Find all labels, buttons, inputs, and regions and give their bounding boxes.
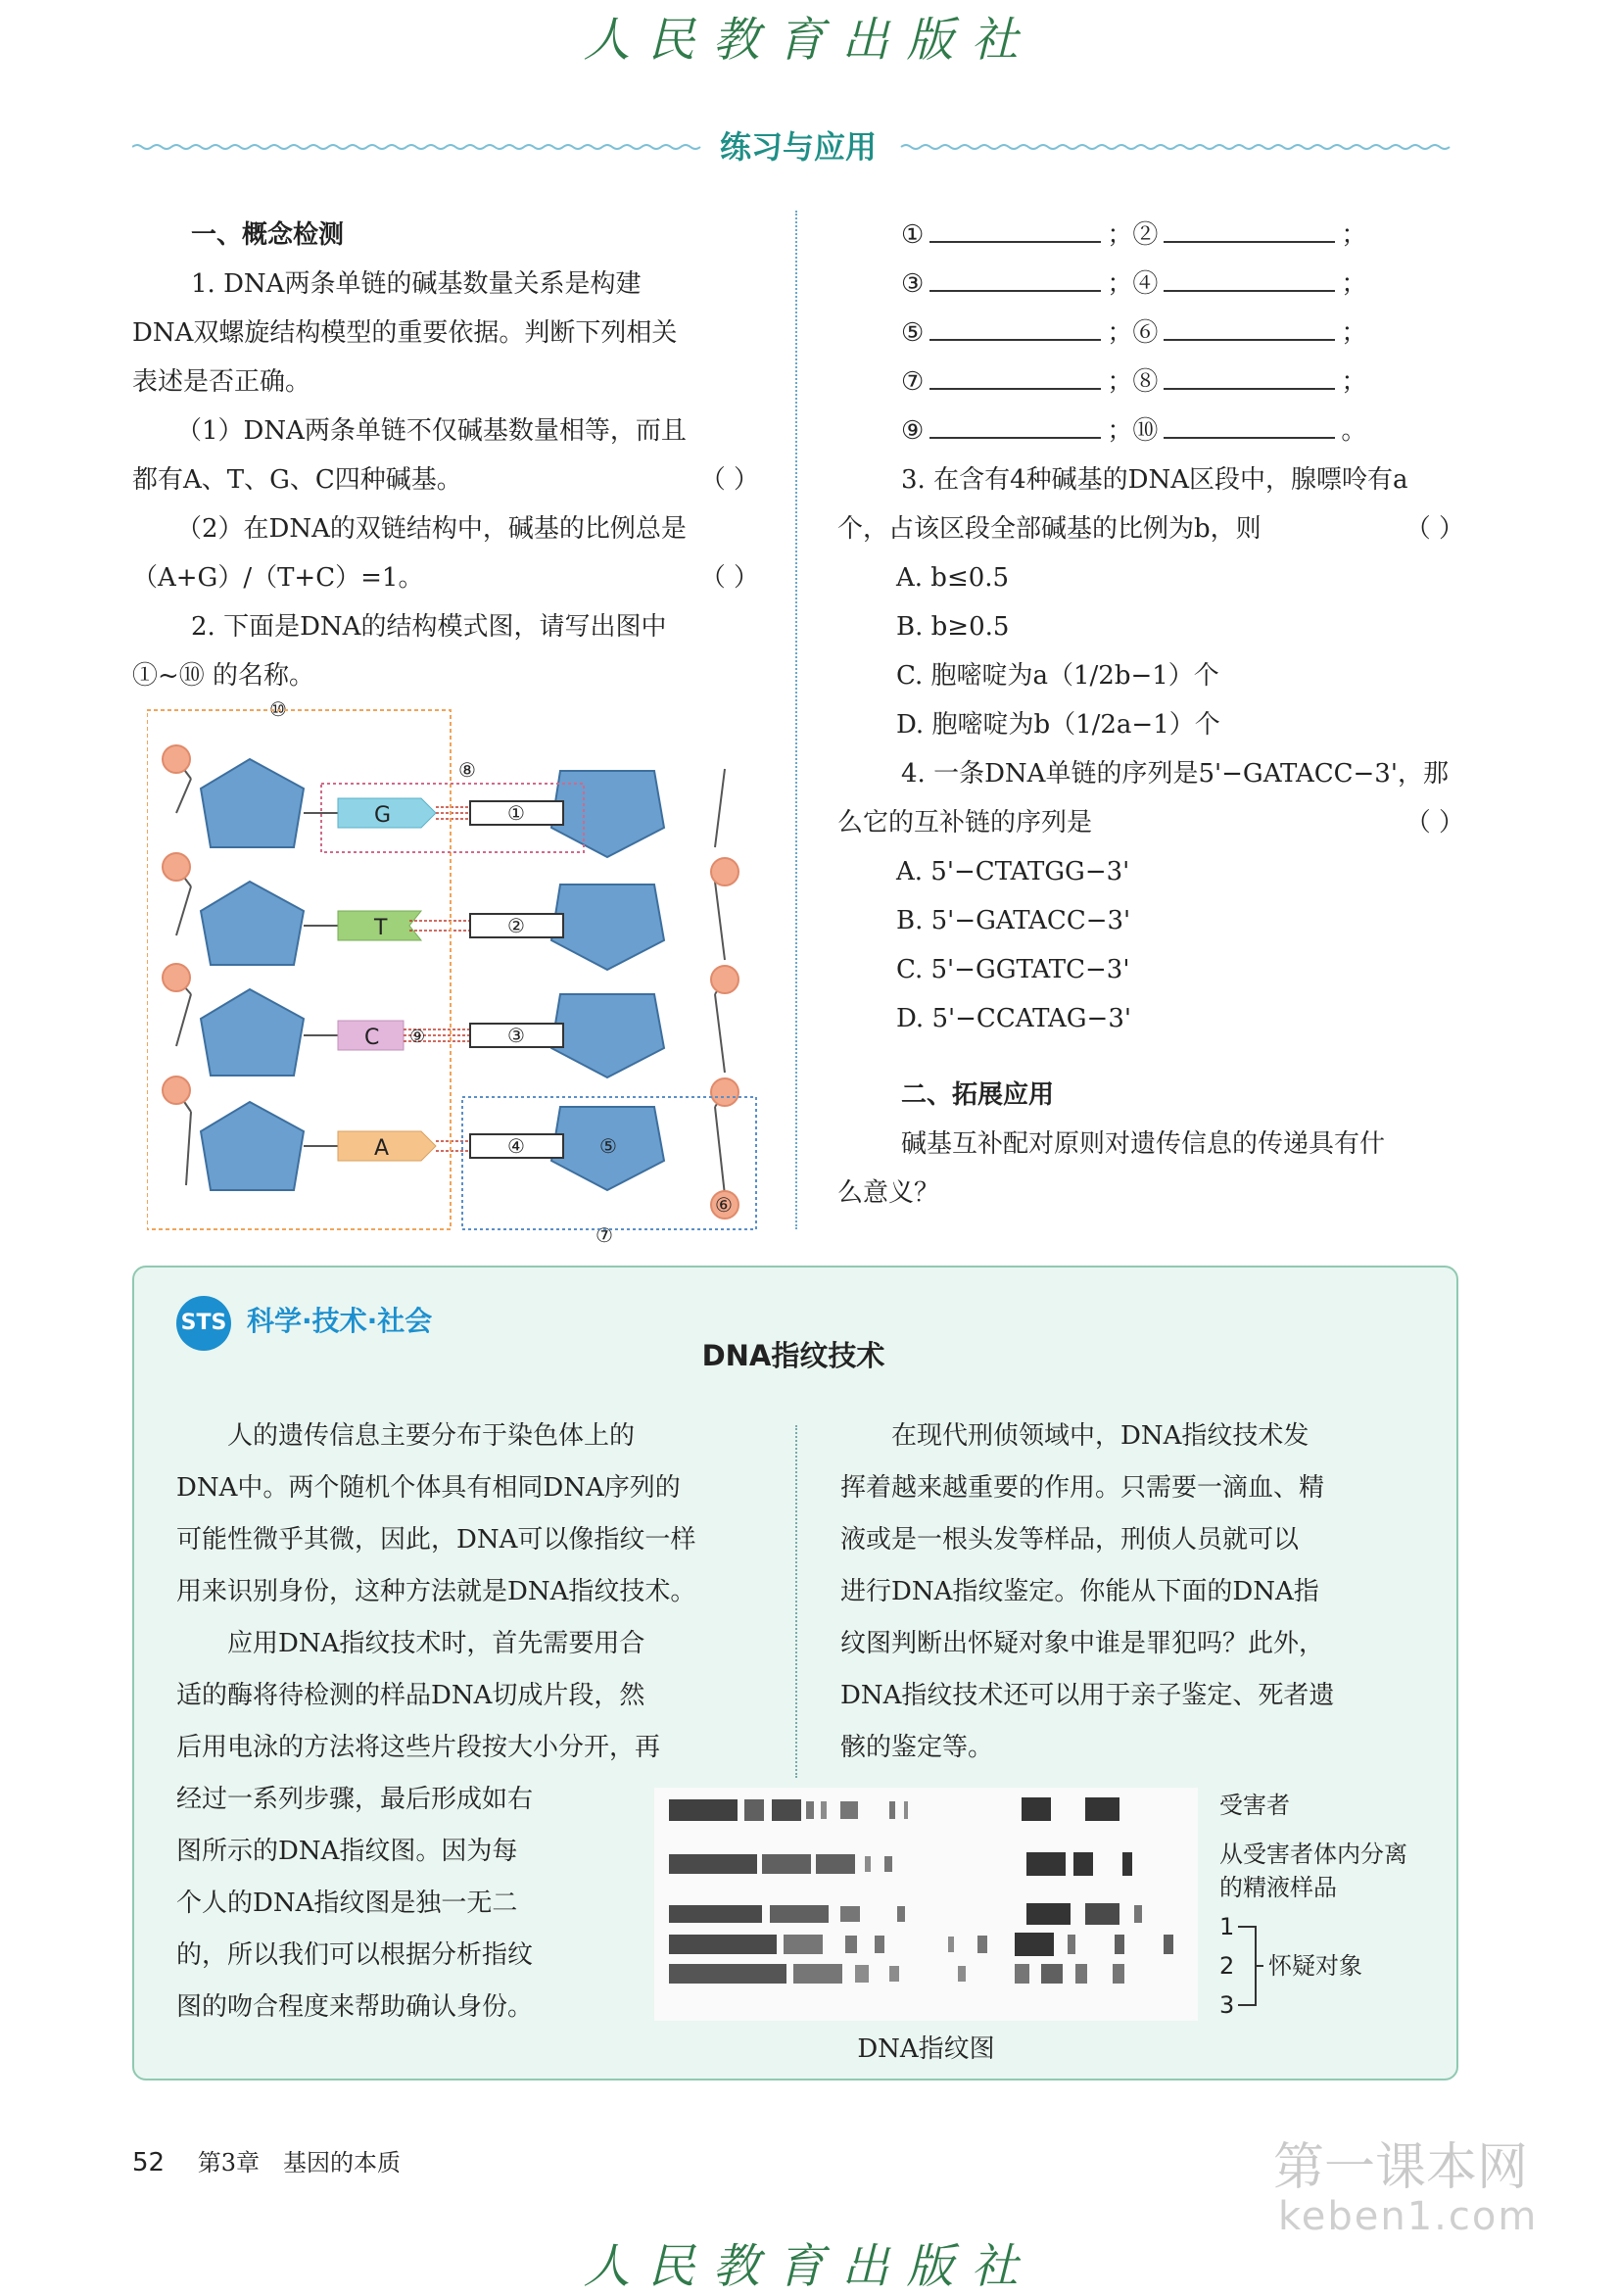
sts-label: 科学·技术·社会 xyxy=(247,1305,433,1337)
answer-paren[interactable]: （ ） xyxy=(1405,514,1464,544)
q2-line: 2. 下面是DNA的结构模式图，请写出图中 xyxy=(191,612,667,642)
sts-paragraph-line: 挥着越来越重要的作用。只需要一滴血、精 xyxy=(840,1473,1325,1503)
label-1: ① xyxy=(507,801,525,825)
blank-row xyxy=(837,309,1464,358)
blank-num: ③ xyxy=(901,269,925,299)
sts-paragraph-line: 可能性微乎其微，因此，DNA可以像指纹一样 xyxy=(176,1525,696,1555)
sts-paragraph-line: 适的酶将待检测的样品DNA切成片段，然 xyxy=(176,1681,645,1710)
page-number: 52 xyxy=(132,2148,166,2177)
sts-paragraph-line: 图的吻合程度来帮助确认身份。 xyxy=(176,1992,534,2022)
deoxyribose-left xyxy=(201,759,304,1190)
publisher-footer: 人民教育出版社 xyxy=(583,2239,1036,2294)
blank-row xyxy=(837,407,1464,455)
complement-boxes xyxy=(470,801,563,1158)
blank-line[interactable] xyxy=(929,359,1101,390)
label-2: ② xyxy=(507,914,525,937)
q3-option-c[interactable]: C. 胞嘧啶为a（1/2b−1）个 xyxy=(896,661,1219,691)
blank-line[interactable] xyxy=(929,407,1101,439)
blank-sep: ； xyxy=(1341,269,1367,299)
sts-paragraph-line: 用来识别身份，这种方法就是DNA指纹技术。 xyxy=(176,1577,696,1606)
q4-option-c[interactable]: C. 5'−GGTATC−3' xyxy=(896,955,1130,984)
sts-paragraph-line: 图所示的DNA指纹图。因为每 xyxy=(176,1837,518,1866)
part1-heading: 一、概念检测 xyxy=(191,220,345,250)
column-divider xyxy=(795,211,797,1229)
q3-line: 3. 在含有4种碱基的DNA区段中，腺嘌呤有a xyxy=(901,465,1408,495)
right-column xyxy=(837,211,1464,1218)
blank-sep: 。 xyxy=(1341,416,1367,446)
blank-num: ② xyxy=(1132,220,1159,250)
q1-s2-row xyxy=(132,553,759,602)
sts-paragraph-line: 的，所以我们可以根据分析指纹 xyxy=(176,1940,534,1970)
q1-line: 1. DNA两条单链的碱基数量关系是构建 xyxy=(191,269,642,299)
sts-left-text-cont xyxy=(176,1774,607,2033)
hydrogen-bonds xyxy=(404,807,470,1151)
part2-heading: 二、拓展应用 xyxy=(901,1080,1055,1110)
q3-line: 个，占该区段全部碱基的比例为b，则 xyxy=(837,514,1262,544)
gel-caption: DNA指纹图 xyxy=(857,2034,995,2064)
answer-paren[interactable]: （ ） xyxy=(699,563,759,593)
blank-line[interactable] xyxy=(1164,359,1335,390)
watermark-cn: 第一课本网 xyxy=(1273,2138,1529,2197)
blank-num: ⑩ xyxy=(1132,416,1159,446)
label-9: ⑨ xyxy=(409,1027,426,1047)
q4-option-b[interactable]: B. 5'−GATACC−3' xyxy=(896,906,1131,935)
q1-line: 表述是否正确。 xyxy=(132,367,311,397)
label-4: ④ xyxy=(507,1134,525,1158)
blank-row xyxy=(837,260,1464,309)
q4-row xyxy=(837,798,1464,847)
q1-s1-line: （1）DNA两条单链不仅碱基数量相等，而且 xyxy=(176,416,687,446)
part2-line: 么意义？ xyxy=(837,1178,940,1208)
base-label-g: G xyxy=(374,803,392,828)
dna-structure-diagram xyxy=(147,700,764,1244)
watermark-en: keben1.com xyxy=(1278,2194,1539,2239)
base-label-t: T xyxy=(374,916,388,940)
q4-option-a[interactable]: A. 5'−CTATGG−3' xyxy=(896,857,1130,886)
q1-line: DNA双螺旋结构模型的重要依据。判断下列相关 xyxy=(132,318,678,348)
q1-s2-line: （2）在DNA的双链结构中，碱基的比例总是 xyxy=(176,514,687,544)
answer-paren[interactable]: （ ） xyxy=(1405,808,1464,837)
q3-option-d[interactable]: D. 胞嘧啶为b（1/2a−1）个 xyxy=(896,710,1220,740)
blank-line[interactable] xyxy=(1164,310,1335,341)
blank-sep: ； xyxy=(1107,416,1133,446)
blank-line[interactable] xyxy=(1164,261,1335,292)
sts-paragraph-line: 个人的DNA指纹图是独一无二 xyxy=(176,1889,518,1918)
blank-num: ⑧ xyxy=(1132,367,1159,397)
page-footer xyxy=(132,2143,401,2177)
label-8: ⑧ xyxy=(458,758,476,782)
q4-line: 4. 一条DNA单链的序列是5'−GATACC−3'，那 xyxy=(901,759,1450,789)
blank-line[interactable] xyxy=(1164,407,1335,439)
sts-paragraph-line: DNA指纹技术还可以用于亲子鉴定、死者遗 xyxy=(840,1681,1335,1710)
q4-option-d[interactable]: D. 5'−CCATAG−3' xyxy=(896,1004,1132,1033)
section-title: 练习与应用 xyxy=(719,128,877,166)
sts-paragraph-line: 在现代刑侦领域中，DNA指纹技术发 xyxy=(891,1421,1309,1451)
blank-line[interactable] xyxy=(1164,212,1335,243)
sts-logo-icon: STS xyxy=(176,1296,231,1351)
answer-paren[interactable]: （ ） xyxy=(699,465,759,495)
label-5: ⑤ xyxy=(599,1134,617,1158)
blank-num: ⑤ xyxy=(901,318,925,348)
gel-label-suspects: 怀疑对象 xyxy=(1268,1952,1362,1980)
q3-option-b[interactable]: B. b≥0.5 xyxy=(896,612,1010,642)
blank-sep: ； xyxy=(1107,367,1133,397)
dna-fingerprint-gel xyxy=(654,1788,1198,2021)
chapter-title: 第3章 基因的本质 xyxy=(197,2149,402,2176)
section-header xyxy=(132,122,1464,171)
q1-s1-line: 都有A、T、G、C四种碱基。 xyxy=(132,465,462,495)
q1-s2-line: （A+G）/（T+C）=1。 xyxy=(132,563,424,593)
blank-sep: ； xyxy=(1341,367,1367,397)
sts-left-text xyxy=(176,1411,754,1774)
blank-line[interactable] xyxy=(929,212,1101,243)
suspects-bracket xyxy=(1236,1925,1265,2008)
blank-line[interactable] xyxy=(929,310,1101,341)
gel-label-victim: 受害者 xyxy=(1219,1792,1290,1819)
sts-paragraph-line: 液或是一根头发等样品，刑侦人员就可以 xyxy=(840,1525,1300,1555)
gel-label-sample: 的精液样品 xyxy=(1219,1874,1337,1901)
sts-paragraph-line: 纹图判断出怀疑对象中谁是罪犯吗？此外， xyxy=(840,1629,1325,1658)
blank-num: ⑦ xyxy=(901,367,925,397)
sts-divider xyxy=(795,1425,797,1778)
label-3: ③ xyxy=(507,1024,525,1047)
q2-line: ①~⑩ 的名称。 xyxy=(132,661,315,691)
base-label-a: A xyxy=(374,1136,390,1161)
blank-num: ⑥ xyxy=(1132,318,1159,348)
sts-paragraph-line: 后用电泳的方法将这些片段按大小分开，再 xyxy=(176,1733,661,1762)
sts-paragraph-line: 应用DNA指纹技术时，首先需要用合 xyxy=(227,1629,645,1658)
sts-paragraph-line: DNA中。两个随机个体具有相同DNA序列的 xyxy=(176,1473,681,1503)
blank-sep: ； xyxy=(1107,220,1133,250)
sts-title: DNA指纹技术 xyxy=(701,1339,885,1372)
sts-paragraph-line: 进行DNA指纹鉴定。你能从下面的DNA指 xyxy=(840,1577,1319,1606)
gel-label-suspect-3: 3 xyxy=(1219,1991,1235,2019)
publisher-header: 人民教育出版社 xyxy=(583,13,1036,68)
phosphate-group-right xyxy=(711,858,738,1219)
part2-line: 碱基互补配对原则对遗传信息的传递具有什 xyxy=(901,1129,1386,1159)
sts-paragraph-line: 骸的鉴定等。 xyxy=(840,1733,994,1762)
sts-right-text xyxy=(840,1411,1418,1774)
q3-row xyxy=(837,504,1464,553)
base-label-c: C xyxy=(364,1026,380,1050)
blank-sep: ； xyxy=(1107,318,1133,348)
sts-paragraph-line: 人的遗传信息主要分布于染色体上的 xyxy=(227,1421,636,1451)
blank-sep: ； xyxy=(1107,269,1133,299)
q3-option-a[interactable]: A. b≤0.5 xyxy=(896,563,1010,593)
gel-label-suspect-2: 2 xyxy=(1219,1952,1235,1980)
left-column xyxy=(132,211,759,700)
blank-line[interactable] xyxy=(929,261,1101,292)
phosphate-group-left xyxy=(163,745,190,1104)
gel-label-sample: 从受害者体内分离 xyxy=(1219,1841,1407,1868)
label-6: ⑥ xyxy=(715,1193,733,1217)
q4-line: 么它的互补链的序列是 xyxy=(837,808,1093,837)
blank-sep: ； xyxy=(1341,220,1367,250)
gel-bands xyxy=(669,1797,1173,1984)
blank-row xyxy=(837,211,1464,260)
blank-row xyxy=(837,358,1464,407)
label-7: ⑦ xyxy=(595,1223,613,1244)
q1-s1-row xyxy=(132,455,759,504)
label-10: ⑩ xyxy=(269,700,287,721)
connectors xyxy=(304,813,551,1146)
blank-num: ④ xyxy=(1132,269,1159,299)
blank-sep: ； xyxy=(1341,318,1367,348)
blank-num: ⑨ xyxy=(901,416,925,446)
gel-label-suspect-1: 1 xyxy=(1219,1913,1235,1940)
sts-paragraph-line: 经过一系列步骤，最后形成如右 xyxy=(176,1785,534,1814)
blank-num: ① xyxy=(901,220,925,250)
deoxyribose-right xyxy=(551,771,664,1190)
